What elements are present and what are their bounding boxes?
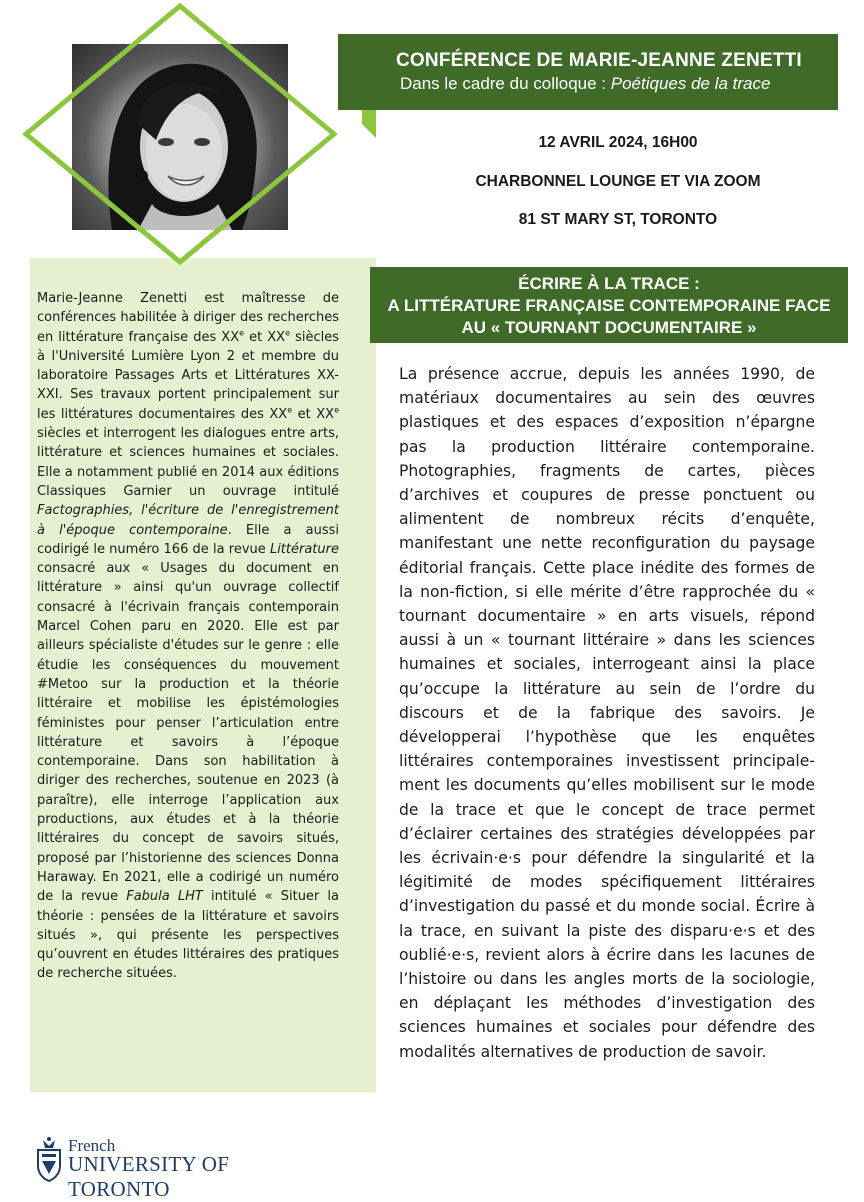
- uoft-crest-icon: [34, 1136, 64, 1182]
- event-venue: CHARBONNEL LOUNGE ET VIA ZOOM: [475, 173, 761, 190]
- event-address: 81 ST MARY ST, TORONTO: [518, 211, 718, 228]
- speaker-bio: Marie-Jeanne Zenetti est maîtresse de conférences habilitée à diriger des recherches en littérature française des XXe et XXe siècles à l'Université Lumière Lyon 2 et membre du laboratoire Passages Arts et Littératures XX-XXI. Ses travaux portent principalement sur les littératures documentaires des XXe et XXe siècles et interrogent les dialogues entre arts, littérature et sciences humaines et sociales. Elle a notamment publié en 2014 aux éditions Classiques Garnier un ouvrage intitulé Factographies, l'écriture de l'enregistrement à l'époque contemporaine. Elle a aussi codirigé le numéro 166 de la revue Littérature consacré aux « Usages du document en littérature » ainsi qu'un ouvrage collectif consacré à l'écrivain français contemporain Marcel Cohen paru en 2020. Elle est par ailleurs spécialiste d'études sur le genre : elle étudie les conséquences du mouvement #Metoo sur la production et la théorie littéraire et mobilise les épistémologies féministes pour penser l’articulation entre littérature et savoirs à l’époque contemporaine. Dans son habilitation à diriger des recherches, soutenue en 2023 (à paraître), elle interroge l’application aux productions, aux études et à la théorie littéraires du concept de savoirs situés, proposé par l’historienne des sciences Donna Haraway. En 2021, elle a codirigé un numéro de la revue Fabula LHT intitulé « Situer la théorie : pensées de la littérature et savoirs situés », qui présente les perspectives qu’ouvrent en études littéraires des pratiques de recherche situées.: [37, 291, 340, 982]
- logo-university: UNIVERSITY OF TORONTO: [68, 1152, 230, 1201]
- talk-title: ÉCRIRE À LA TRACE : A LITTÉRATURE FRANÇAISE CONTEMPORAINE FACE AU « TOURNANT DOCUMENTAIRE »: [370, 267, 848, 343]
- colloquium-name: Poétiques de la trace: [610, 74, 771, 93]
- diamond-frame: [0, 0, 380, 270]
- uoft-french-logo: [34, 1136, 334, 1201]
- conference-header: [338, 34, 838, 110]
- event-date: 12 AVRIL 2024, 16H00: [538, 134, 698, 151]
- logo-french: French: [68, 1136, 116, 1155]
- conference-subtitle: Dans le cadre du colloque : Poétiques de la trace: [400, 74, 771, 93]
- talk-abstract: La présence accrue, depuis les années 1990, de matériaux documentaires au sein des œuvres plastiques et des espaces d’exposition n’épargne pas la production littéraire contemporaine. Photographies, fragments de cartes, pièces d’archives et coupures de presse ponctuent ou alimentent de nombreux récits d’enquête, manifestant une nette reconfiguration du paysage éditorial français. Cette place inédite des formes de la non-fiction, si elle mérite d’être rapprochée du « tournant documentaire » en arts visuels, répond aussi à un « tournant littéraire » dans les sciences humaines et sociales, interrogeant ainsi la place qu’occupe la littérature au sein de l’ordre du discours et de la fabrique des savoirs. Je développerai l’hypothèse que les enquêtes littéraires contemporaines investissent principalement les documents qu’elles mobilisent sur le mode de la trace et que le concept de trace permet d’éclairer certaines des stratégies développées par les écrivain·e·s pour défendre la singularité et la légitimité de modes spécifiquement littéraires d’investigation du passé et du monde social. Écrire à la trace, en suivant la piste des disparu·e·s et des oublié·e·s, revient alors à écrire dans les lacunes de l’histoire ou dans les angles morts de la sociologie, en déplaçant les méthodes d’investigation des sciences humaines et sociales pour défendre des modalités alternatives de production de savoir.: [399, 365, 815, 1061]
- conference-title: CONFÉRENCE DE MARIE-JEANNE ZENETTI: [396, 50, 802, 71]
